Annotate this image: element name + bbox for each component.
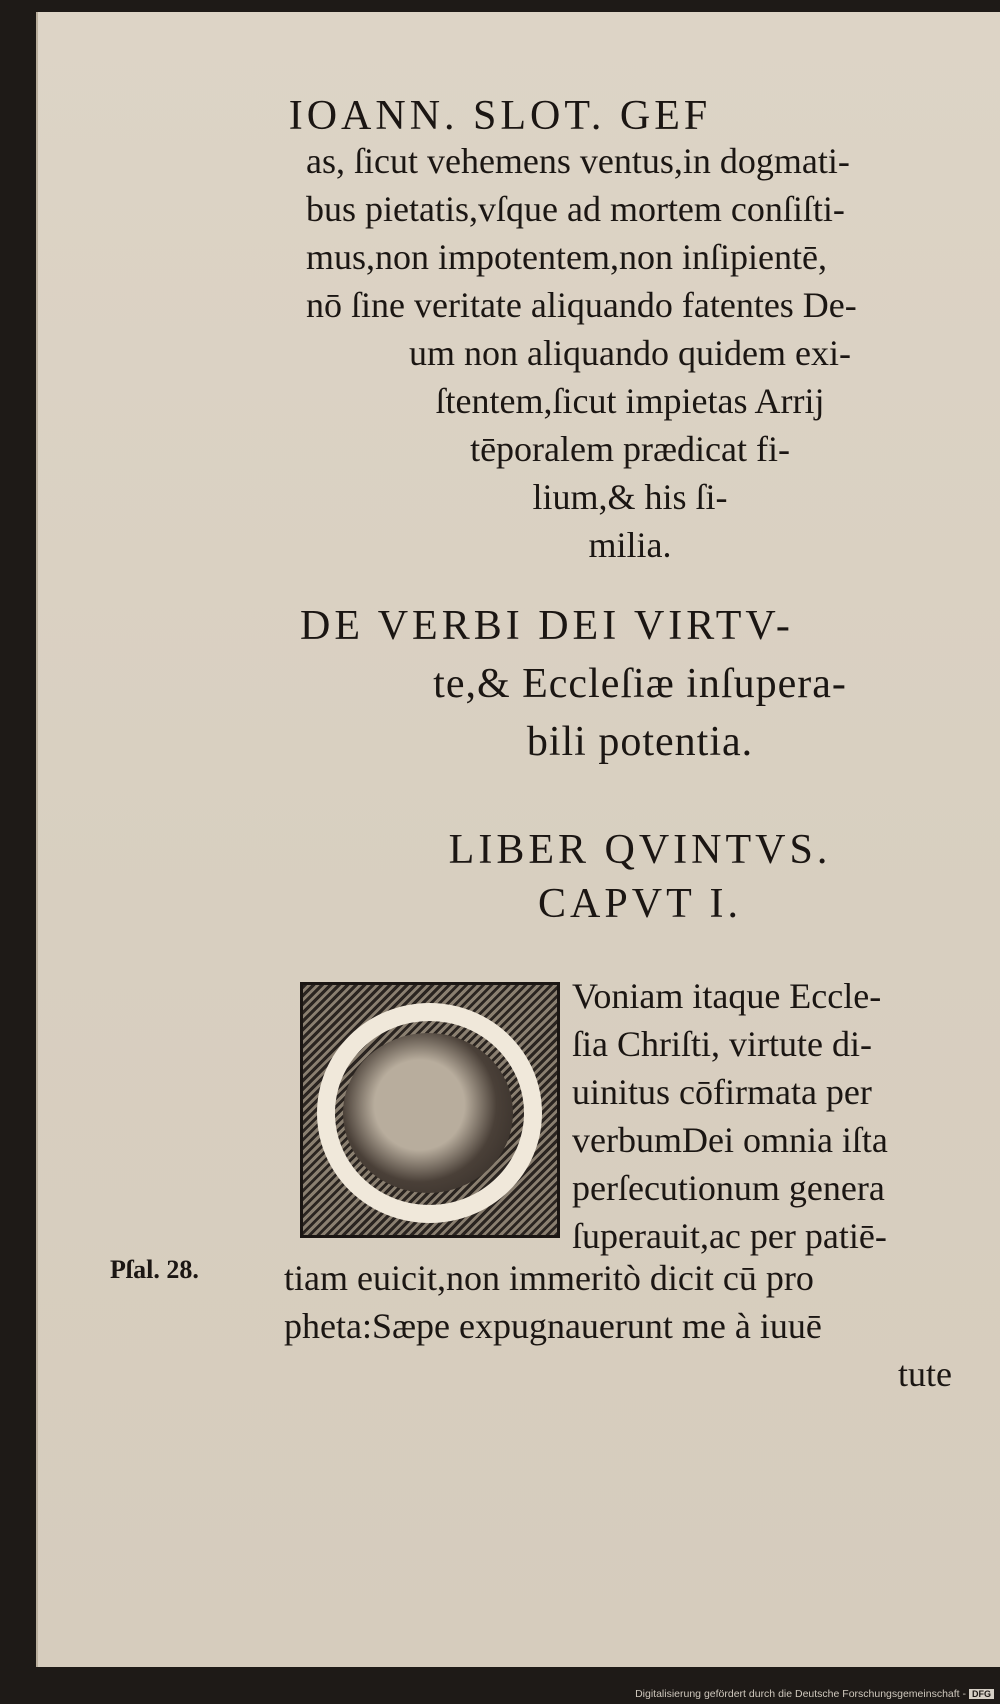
text-line: nō ſine veritate aliquando fatentes De- (306, 285, 857, 325)
text-line: uinitus cōfirmata per (572, 1072, 872, 1112)
marginal-note: Pſal. 28. (110, 1255, 199, 1284)
text-line: mus,non impotentem,non inſipientē, (306, 237, 827, 277)
text-line: tiam euicit,non immeritò dicit cū pro (284, 1258, 814, 1298)
running-head: IOANN. SLOT. GEF (288, 93, 712, 139)
book-title: LIBER QVINTVS. (448, 827, 832, 873)
catchword: tute (898, 1354, 952, 1394)
text-line: perſecutionum genera (572, 1168, 885, 1208)
dfg-logo: DFG (969, 1689, 994, 1699)
footer-text: Digitalisierung gefördert durch die Deutsche Forschungsgemeinschaft - (635, 1688, 966, 1700)
text-line: verbumDei omnia iſta (572, 1120, 888, 1160)
text-line: tēporalem prædicat fi- (470, 429, 790, 469)
decorated-initial (300, 982, 560, 1238)
text-line: bus pietatis,vſque ad mortem conſiſti- (306, 189, 845, 229)
text-line: as, ſicut vehemens ventus,in dogmati- (306, 141, 850, 181)
text-line: um non aliquando quidem exi- (409, 333, 851, 373)
text-line: ſtentem,ſicut impietas Arrij (435, 381, 825, 421)
text-line: pheta:Sæpe expugnauerunt me à iuuē (284, 1306, 822, 1346)
section-heading-line: DE VERBI DEI VIRTV- (300, 603, 794, 649)
section-heading-line: te,& Eccleſiæ inſupera- (433, 661, 847, 707)
section-heading-line: bili potentia. (526, 719, 754, 765)
text-line: lium,& his ſi- (532, 477, 728, 517)
woodcut-scene (343, 1033, 513, 1193)
text-line: ſuperauit,ac per patiē- (572, 1216, 887, 1256)
text-line: ſia Chriſti, virtute di- (572, 1024, 872, 1064)
digitization-footer (635, 1688, 994, 1700)
text-line: Voniam itaque Eccle- (572, 976, 882, 1016)
text-line: milia. (588, 525, 672, 565)
chapter-title: CAPVT I. (538, 881, 742, 927)
